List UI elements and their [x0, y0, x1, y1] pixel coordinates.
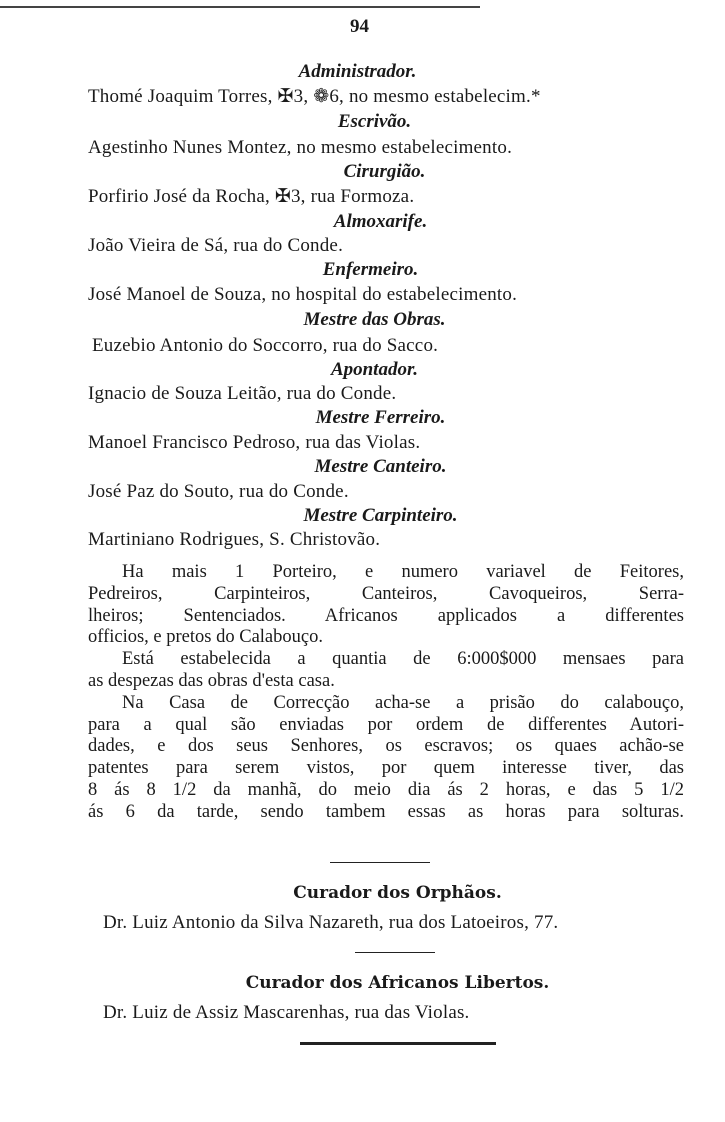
- entry-apontador: Ignacio de Souza Leitão, rua do Conde.: [88, 383, 397, 404]
- section-heading-curador-orphaos: Curador dos Orphãos.: [293, 883, 502, 903]
- paragraph-line: lheiros; Sentenciados. Africanos applicados a differentes: [88, 606, 684, 626]
- heading-escrivao: Escrivão.: [337, 111, 412, 132]
- entry-mestre-obras: Euzebio Antonio do Soccorro, rua do Sacco.: [92, 335, 439, 356]
- heading-mestre-carpinteiro: Mestre Carpinteiro.: [303, 505, 458, 526]
- entry-mestre-ferreiro: Manoel Francisco Pedroso, rua das Violas.: [88, 432, 421, 453]
- paragraph-line: 8 ás 8 1/2 da manhã, do meio dia ás 2 horas, e das 5 1/2: [88, 780, 684, 800]
- entry-almoxarife: João Vieira de Sá, rua do Conde.: [88, 235, 344, 256]
- heading-enfermeiro: Enfermeiro.: [322, 259, 419, 280]
- heading-apontador: Apontador.: [330, 359, 419, 380]
- paragraph-line: ás 6 da tarde, sendo tambem essas as horas para solturas.: [88, 802, 684, 822]
- paragraph-line: Na Casa de Correcção acha-se a prisão do calabouço,: [122, 693, 684, 713]
- paragraph-line: Ha mais 1 Porteiro, e numero variavel de Feitores,: [122, 562, 684, 582]
- page-edge-line: [0, 6, 480, 8]
- entry-enfermeiro: José Manoel de Souza, no hospital do estabelecimento.: [88, 284, 518, 305]
- paragraph-line: Está estabelecida a quantia de 6:000$000 mensaes para: [122, 649, 684, 669]
- paragraph-line: para a qual são enviadas por ordem de differentes Autori-: [88, 715, 684, 735]
- heading-administrador: Administrador.: [298, 61, 417, 82]
- section-entry-curador-africanos: Dr. Luiz de Assiz Mascarenhas, rua das Violas.: [103, 1002, 470, 1023]
- entry-administrador: Thomé Joaquim Torres, ✠3, ❁6, no mesmo estabelecim.*: [88, 86, 541, 107]
- divider: [330, 862, 430, 863]
- section-entry-curador-orphaos: Dr. Luiz Antonio da Silva Nazareth, rua dos Latoeiros, 77.: [103, 912, 559, 933]
- entry-mestre-carpinteiro: Martiniano Rodrigues, S. Christovão.: [88, 529, 381, 550]
- page-number: 94: [350, 16, 369, 37]
- paragraph-line: dades, e dos seus Senhores, os escravos; os quaes achão-se: [88, 736, 684, 756]
- paragraph-line: Pedreiros, Carpinteiros, Canteiros, Cavoqueiros, Serra-: [88, 584, 684, 604]
- heading-mestre-obras: Mestre das Obras.: [303, 309, 446, 330]
- heading-cirurgiao: Cirurgião.: [343, 161, 426, 182]
- paragraph-line: as despezas das obras d'esta casa.: [88, 671, 335, 691]
- end-rule: [300, 1042, 496, 1045]
- paragraph-line: patentes para serem vistos, por quem interesse tiver, das: [88, 758, 684, 778]
- divider: [355, 952, 435, 953]
- heading-mestre-ferreiro: Mestre Ferreiro.: [315, 407, 446, 428]
- paragraph-line: officios, e pretos do Calabouço.: [88, 627, 323, 647]
- entry-escrivao: Agestinho Nunes Montez, no mesmo estabelecimento.: [88, 137, 513, 158]
- heading-almoxarife: Almoxarife.: [333, 211, 428, 232]
- entry-cirurgiao: Porfirio José da Rocha, ✠3, rua Formoza.: [88, 186, 415, 207]
- entry-mestre-canteiro: José Paz do Souto, rua do Conde.: [88, 481, 349, 502]
- section-heading-curador-africanos: Curador dos Africanos Libertos.: [245, 973, 550, 993]
- heading-mestre-canteiro: Mestre Canteiro.: [314, 456, 447, 477]
